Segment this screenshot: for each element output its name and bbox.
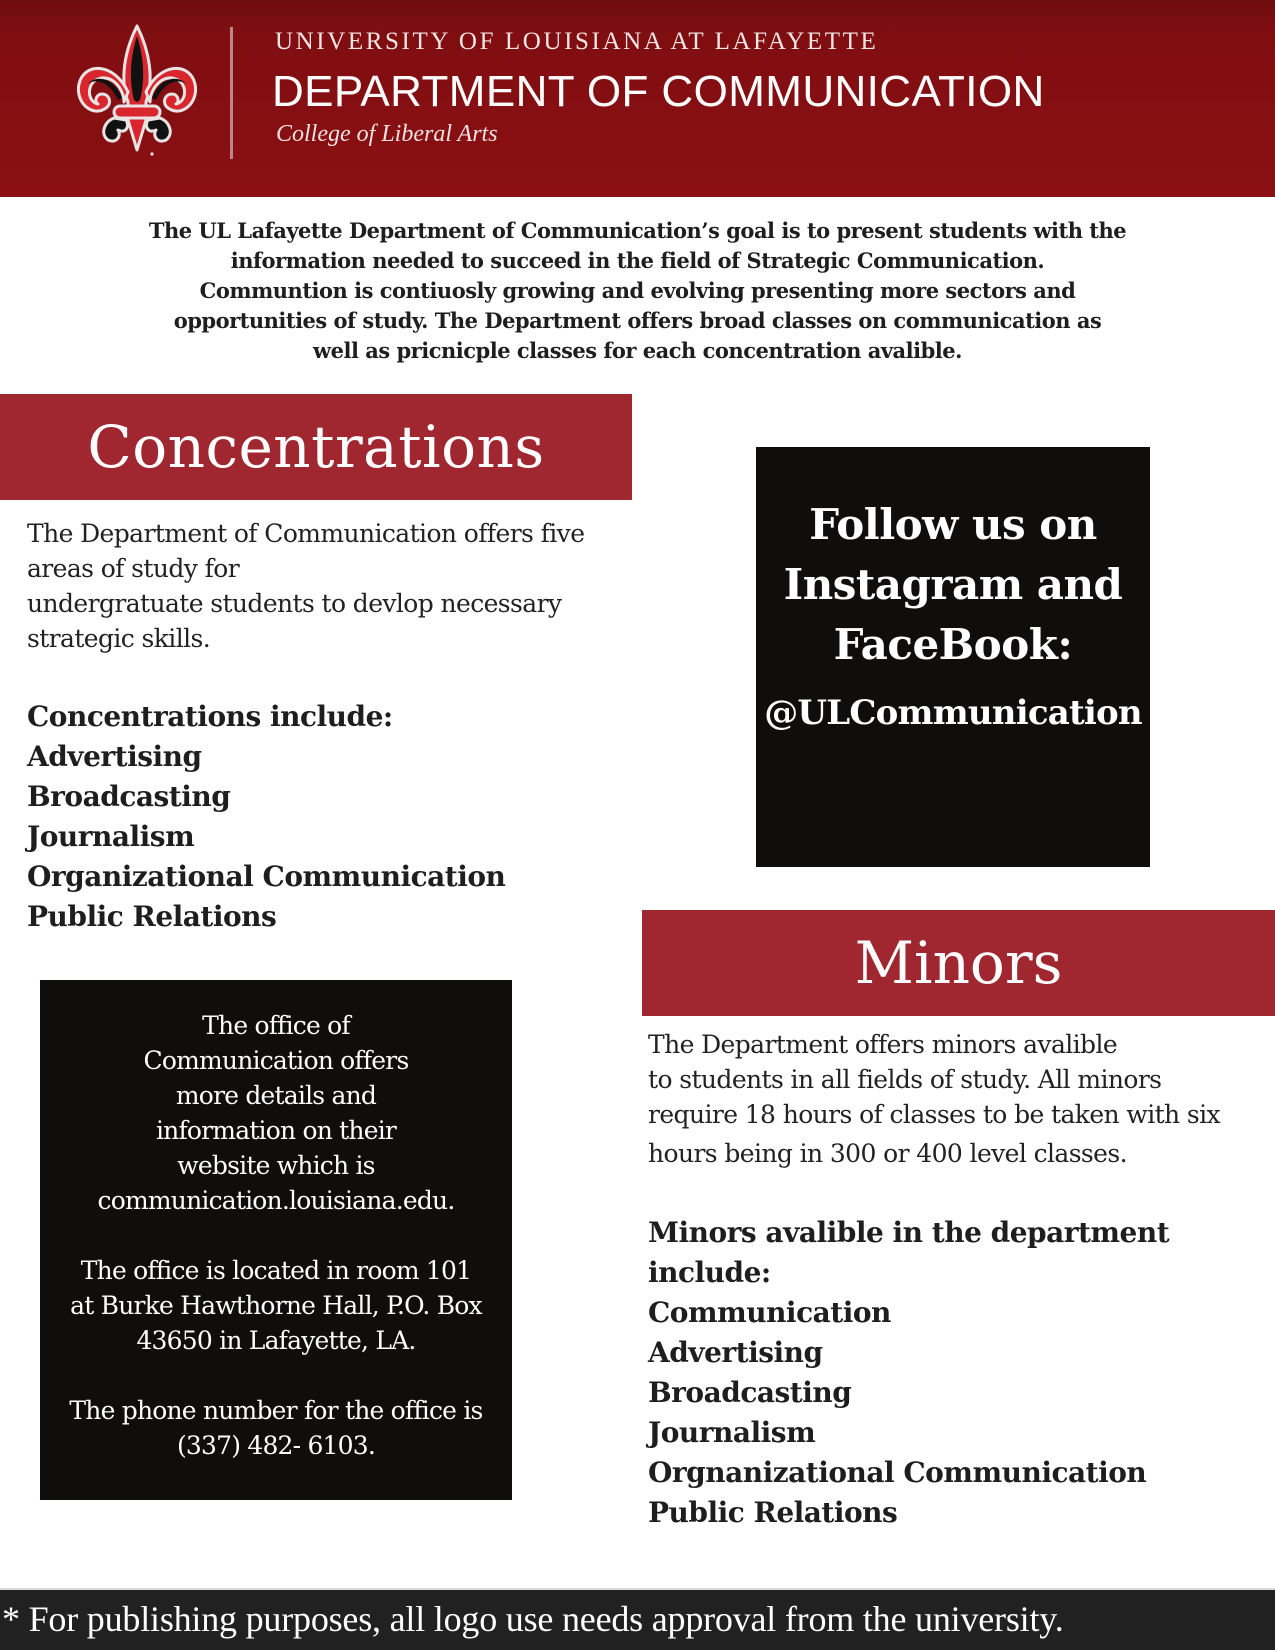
list-item: Journalism: [27, 820, 195, 853]
intro-line: information needed to succeed in the field of Strategic Communication.: [230, 248, 1045, 273]
office-line: Communication offers: [143, 1046, 409, 1075]
office-location-paragraph: [46, 1253, 506, 1358]
office-line: The office is located in room 101: [80, 1256, 472, 1285]
list-item: Communication: [648, 1296, 891, 1329]
intro-line: Communtion is contiuosly growing and evolving presenting more sectors and: [199, 278, 1076, 303]
concentrations-list: [27, 697, 505, 937]
minors-description: [648, 1027, 1268, 1171]
concentrations-description: [27, 516, 637, 656]
description-line: areas of study for: [27, 554, 240, 583]
list-item: Broadcasting: [648, 1376, 852, 1409]
intro-line: The UL Lafayette Department of Communication’s goal is to present students with the: [148, 218, 1127, 243]
office-line: The office of: [202, 1011, 350, 1040]
office-website-paragraph: [96, 1008, 456, 1183]
office-website-line: [46, 1183, 506, 1218]
description-line: The Department offers minors avalible: [648, 1030, 1118, 1059]
social-handle: @ULCommunication: [764, 693, 1142, 733]
university-name: UNIVERSITY OF LOUISIANA AT LAFAYETTE: [275, 28, 879, 55]
fleur-de-lis-icon: [74, 22, 200, 162]
social-title: [756, 495, 1150, 675]
minors-list: [648, 1213, 1248, 1533]
department-name: DEPARTMENT OF COMMUNICATION: [272, 67, 1045, 116]
description-line: strategic skills.: [27, 624, 211, 653]
minors-list-heading: Minors avalible in the department: [648, 1216, 1170, 1249]
list-item: Advertising: [27, 740, 202, 773]
social-title-line: Instagram and: [783, 560, 1123, 609]
header-divider: [230, 27, 233, 159]
office-phone-paragraph: [46, 1393, 506, 1463]
description-line: hours being in 300 or 400 level classes.: [648, 1139, 1127, 1168]
intro-paragraph: [120, 216, 1155, 366]
intro-line: well as pricnicple classes for each concentration avalible.: [313, 338, 962, 363]
concentrations-list-heading: Concentrations include:: [27, 700, 393, 733]
list-item: Broadcasting: [27, 780, 231, 813]
list-item: Organizational Communication: [27, 860, 506, 893]
college-name: College of Liberal Arts: [276, 121, 498, 147]
office-line: more details and: [175, 1081, 377, 1110]
office-line: 43650 in Lafayette, LA.: [136, 1326, 416, 1355]
minors-list-heading: include:: [648, 1256, 771, 1289]
description-line: to students in all fields of study. All minors: [648, 1065, 1162, 1094]
intro-line: opportunities of study. The Department offers broad classes on communication as: [173, 308, 1102, 333]
office-line: website which is: [177, 1151, 375, 1180]
office-info-box: [40, 980, 512, 1500]
office-line: at Burke Hawthorne Hall, P.O. Box: [70, 1291, 482, 1320]
list-item: Public Relations: [27, 900, 277, 933]
header-banner: [0, 0, 1275, 197]
list-item: Public Relations: [648, 1496, 898, 1529]
social-title-line: FaceBook:: [833, 620, 1073, 669]
office-phone-number: (337) 482- 6103.: [176, 1431, 376, 1460]
office-line: information on their: [155, 1116, 397, 1145]
social-title-line: Follow us on: [809, 500, 1097, 549]
office-website-link[interactable]: communication.louisiana.edu.: [97, 1186, 455, 1215]
description-line: require 18 hours of classes to be taken with six: [648, 1100, 1221, 1129]
description-line: The Department of Communication offers five: [27, 519, 585, 548]
list-item: Advertising: [648, 1336, 823, 1369]
description-line: undergratuate students to devlop necessary: [27, 589, 562, 618]
social-media-box: [756, 447, 1150, 867]
minors-heading: Minors: [642, 910, 1275, 1016]
office-line: The phone number for the office is: [69, 1396, 483, 1425]
footer-disclaimer: * For publishing purposes, all logo use needs approval from the university.: [0, 1588, 1275, 1650]
concentrations-heading: Concentrations: [0, 394, 632, 500]
list-item: Orgnanizational Communication: [648, 1456, 1147, 1489]
list-item: Journalism: [648, 1416, 816, 1449]
